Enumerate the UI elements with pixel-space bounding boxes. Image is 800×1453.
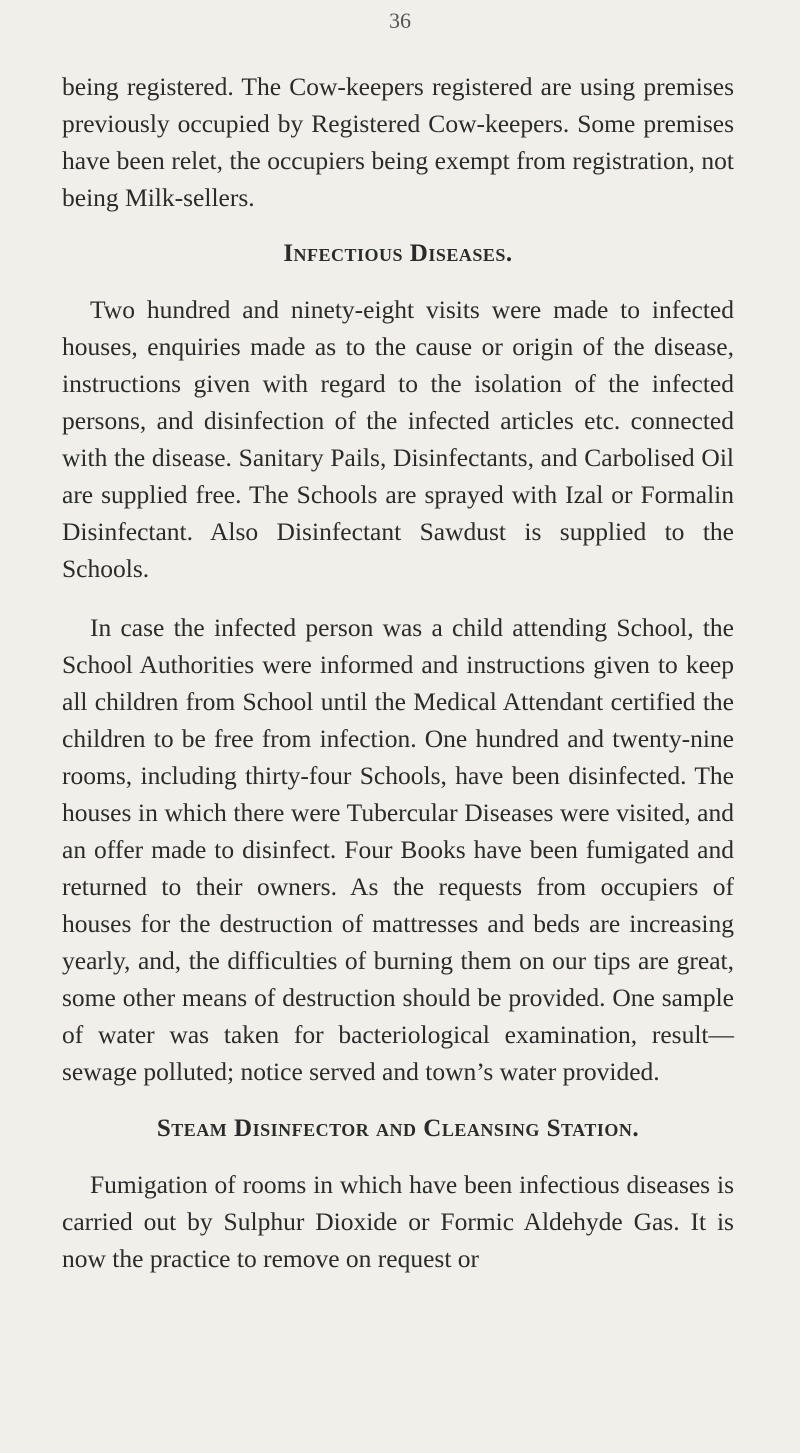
heading-steam-disinfector: Steam Disinfector and Cleansing Station.	[156, 1115, 640, 1142]
section-gap	[62, 216, 734, 235]
section-gap	[62, 272, 734, 291]
intro-paragraph: being registered. The Cow-keepers registered are using premises previously occupied by Registered Cow-keepers. Some premises have been relet, the occupiers being exempt from registration, not being Milk-sellers.	[62, 72, 734, 212]
fumigation-paragraph: Fumigation of rooms in which have been infectious diseases is carried out by Sulphur Dioxide or Formic Aldehyde Gas. It is now the practice to remove on request or	[62, 1170, 734, 1273]
school-paragraph: In case the infected person was a child attending School, the School Authorities were informed and instructions given to keep all children from School until the Medical Attendant certified the children to be free from infection. One hundred and twenty-nine rooms, including thirty-four Schools, have been disinfected. The houses in which there were Tubercular Diseases were visited, and an offer made to disinfect. Four Books have been fumigated and returned to their owners. As the requests from occupiers of houses for the destruction of mattresses and beds are increasing yearly, and, the difficulties of burning them on our tips are great, some other means of destruction should be provided. One sample of water was taken for bacteriological examination, result—sewage polluted; notice served and town’s water provided.	[62, 613, 734, 1086]
paragraph-gap	[62, 587, 734, 609]
heading-infectious-diseases: Infectious Diseases.	[283, 240, 513, 267]
page-number: 36	[389, 8, 411, 33]
section-gap	[62, 1147, 734, 1166]
section-gap	[62, 1090, 734, 1110]
visits-paragraph: Two hundred and ninety-eight visits were made to infected houses, enquiries made as to the cause or origin of the disease, instructions given with regard to the isolation of the infected persons, and disinfection of the infected articles etc. connected with the disease. Sanitary Pails, Disinfectants, and Carbolised Oil are supplied free. The Schools are sprayed with Izal or Formalin Disinfectant. Also Disinfectant Sawdust is supplied to the Schools.	[62, 295, 734, 583]
page-body	[62, 68, 734, 1277]
